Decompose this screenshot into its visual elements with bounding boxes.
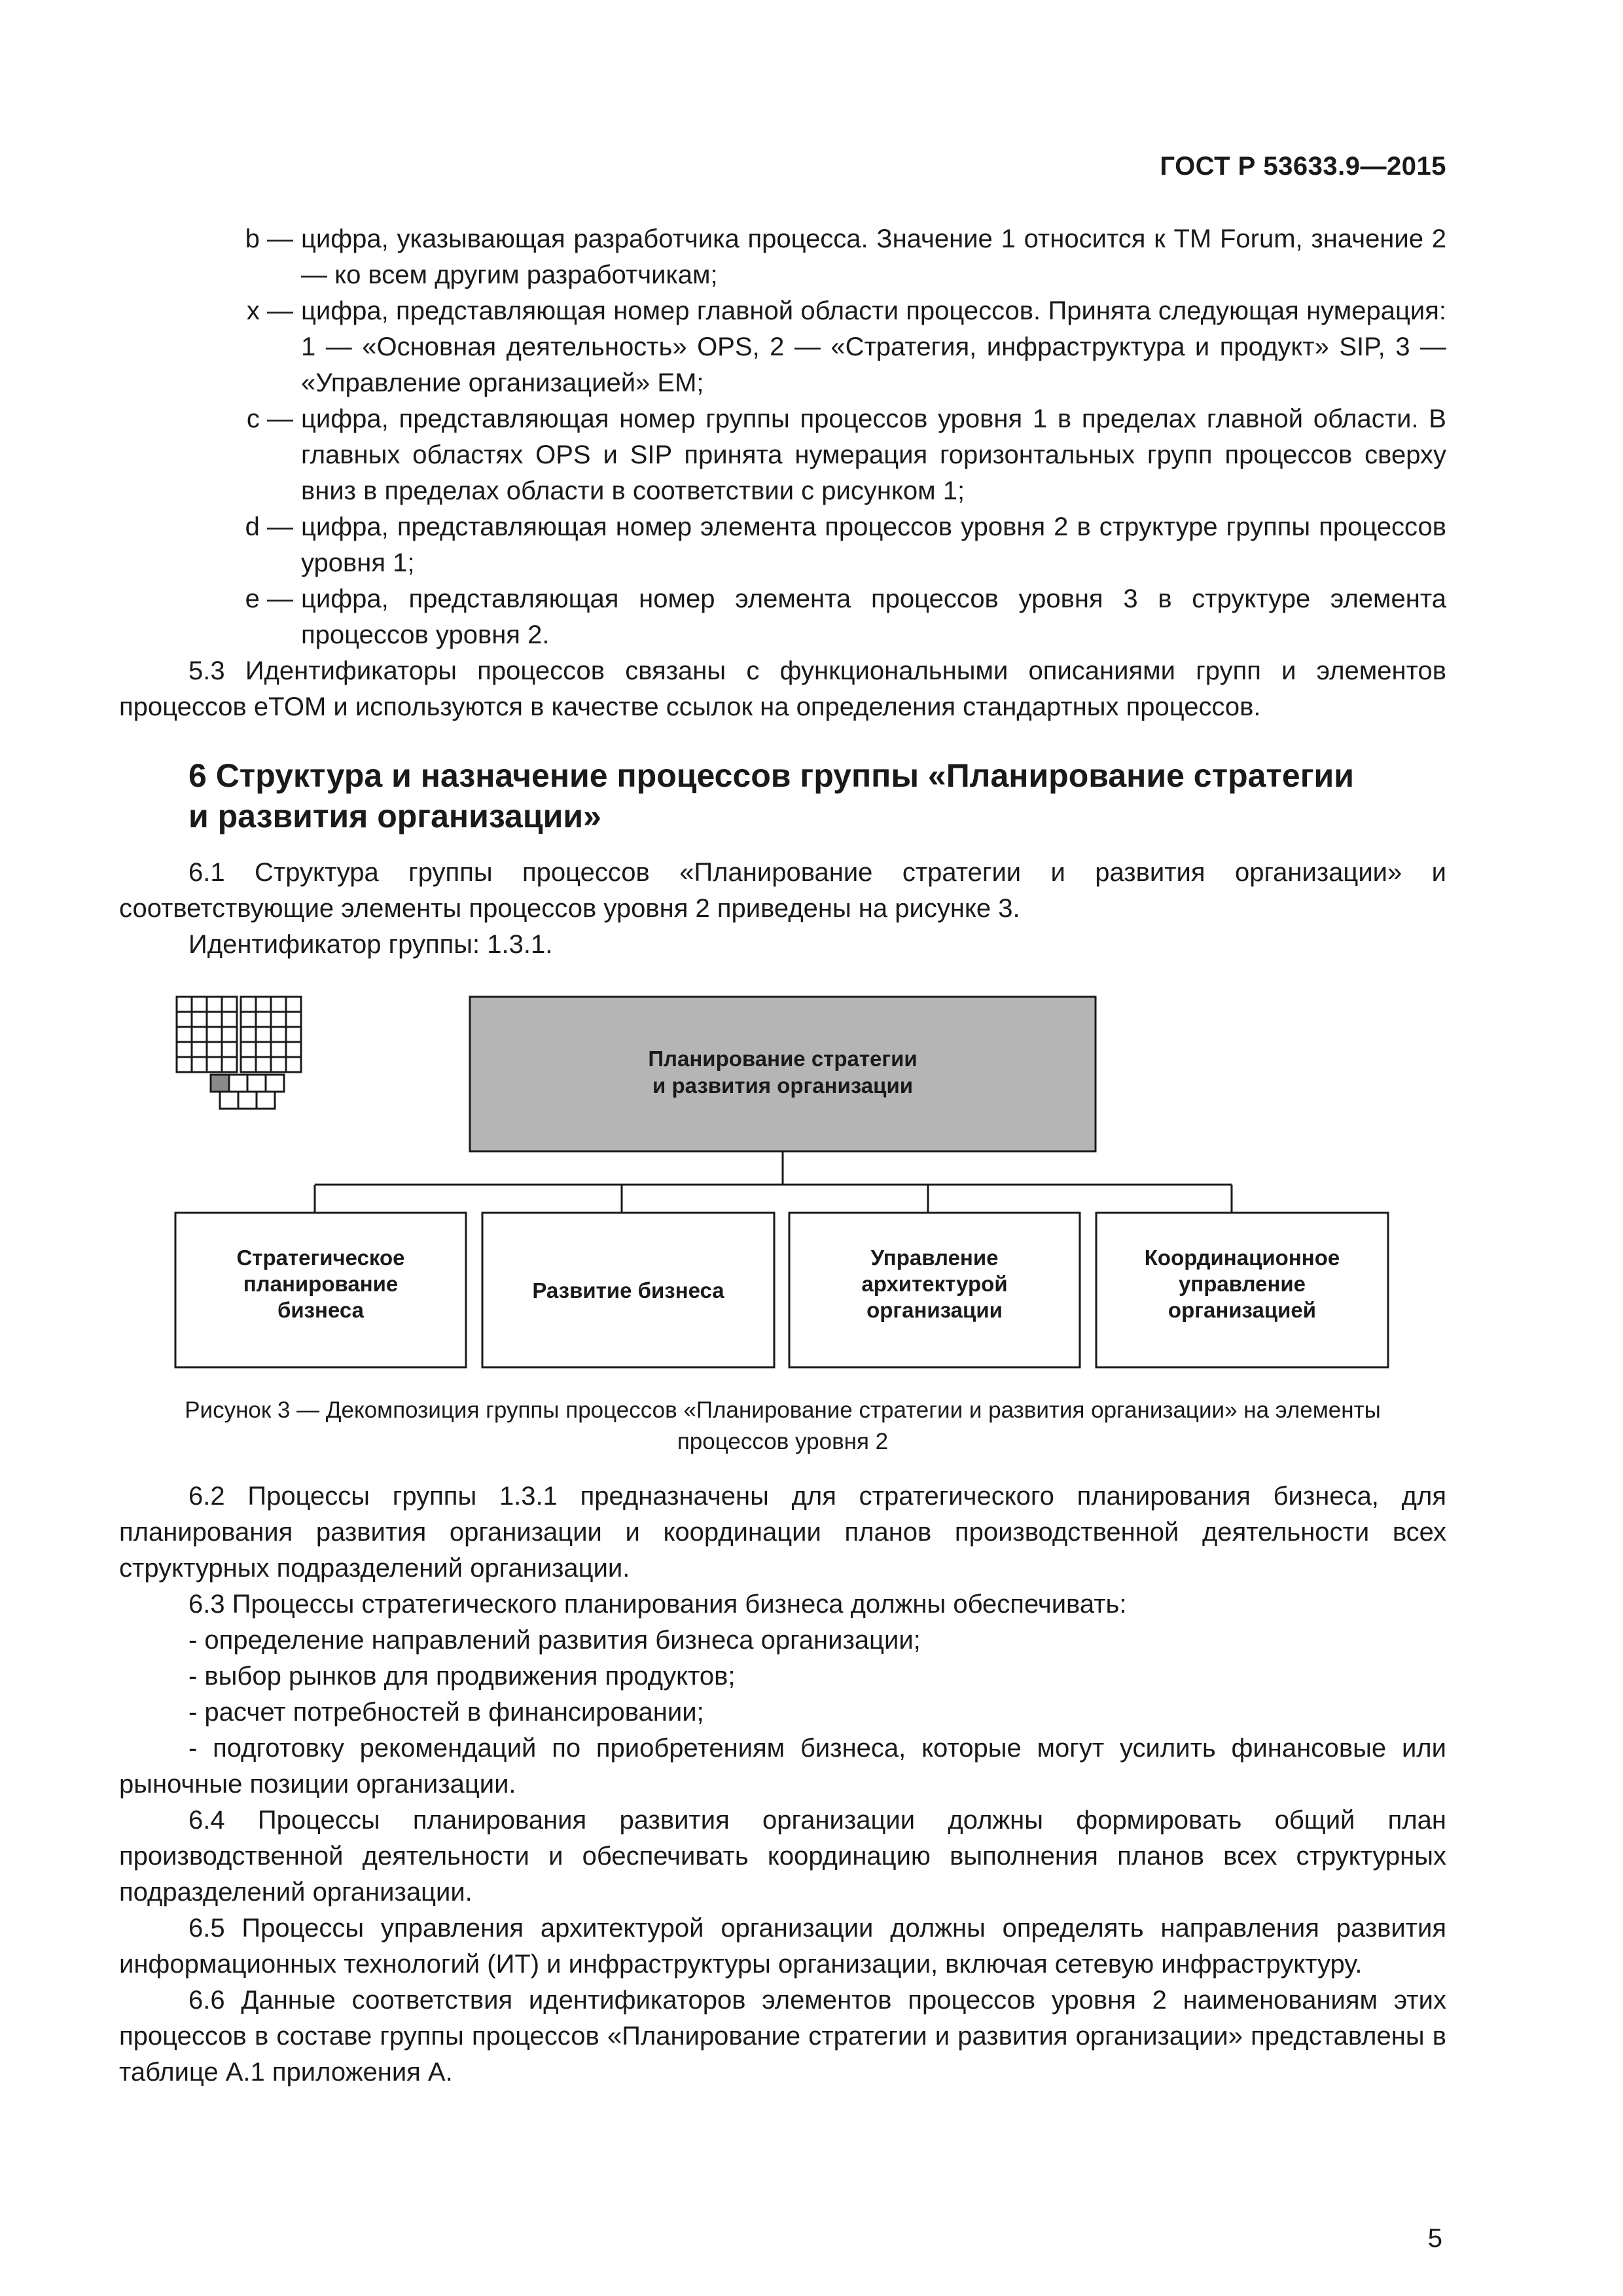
paragraph-6-1: 6.1 Структура группы процессов «Планирование стратегии и развития организации» и соответствующие элементы процессов уровня 2 приведены на рисунке 3. [119, 858, 1446, 923]
child-label-3-line1: Управление [870, 1246, 999, 1270]
section-6-title-line2: и развития организации» [188, 798, 601, 834]
definition-item [119, 221, 1446, 293]
child-label-1-line2: планирование [243, 1272, 399, 1296]
etom-em-rows [211, 1075, 284, 1109]
definition-text: цифра, указывающая разработчика процесса. Значение 1 относится к TM Forum, значение 2 — ко всем другим разработчикам; [301, 224, 1446, 289]
definition-item [119, 581, 1446, 653]
definition-text: цифра, представляющая номер элемента процессов уровня 3 в структуре элемента процессов уровня 2. [301, 584, 1446, 649]
root-process-label-line1: Планирование стратегии [648, 1047, 918, 1071]
definition-term: c — [246, 404, 293, 433]
document-code: ГОСТ Р 53633.9—2015 [1160, 152, 1446, 181]
paragraph-6-4: 6.4 Процессы планирования развития организации должны формировать общий план производственной деятельности и обеспечивать координацию выполнения планов всех структурных подразделений организации. [119, 1806, 1446, 1907]
group-identifier: Идентификатор группы: 1.3.1. [188, 930, 553, 959]
root-process-label-line2: и развития организации [652, 1073, 914, 1098]
child-label-3-line3: организации [866, 1298, 1003, 1322]
child-label-4-line3: организацией [1168, 1298, 1317, 1322]
definition-list [119, 221, 1446, 653]
definition-text: цифра, представляющая номер главной области процессов. Принята следующая нумерация: 1 — «Основная деятельность» OPS, 2 — «Стратегия, инфраструктура и продукт» SIP, 3 — «Управление организацией» EM; [301, 296, 1446, 397]
page-number: 5 [1427, 2224, 1442, 2253]
connector-lines [315, 1151, 1232, 1213]
child-label-4-line2: управление [1178, 1272, 1306, 1296]
definition-term: d — [245, 512, 293, 541]
definition-term: x — [246, 296, 293, 325]
definition-item [119, 509, 1446, 581]
paragraph-5-3: 5.3 Идентификаторы процессов связаны с функциональными описаниями групп и элементов процессов eTOM и используются в качестве ссылок на определения стандартных процессов. [119, 656, 1446, 721]
definition-text: цифра, представляющая номер группы процессов уровня 1 в пределах главной области. В главных областях OPS и SIP принята нумерация горизонтальных групп процессов сверху вниз в пределах области в соответствии с рисунком 1; [301, 404, 1446, 505]
caption-line2: процессов уровня 2 [677, 1429, 889, 1454]
etom-grid-left [177, 997, 237, 1072]
child-label-3-line2: архитектурой [861, 1272, 1008, 1296]
section-6-heading [119, 755, 1446, 836]
etom-map-icon [177, 997, 301, 1109]
figure-3 [119, 990, 1446, 1383]
paragraph-6-3: 6.3 Процессы стратегического планирования бизнеса должны обеспечивать: [188, 1590, 1127, 1619]
paragraph-6-6: 6.6 Данные соответствия идентификаторов элементов процессов уровня 2 наименованиям этих процессов в составе группы процессов «Планирование стратегии и развития организации» представлены в таблице А.1 приложения А. [119, 1986, 1446, 2087]
definition-item [119, 401, 1446, 509]
paragraph-6-2: 6.2 Процессы группы 1.3.1 предназначены для стратегического планирования бизнеса, для планирования развития организации и координации планов производственной деятельности всех структурных подразделений организации. [119, 1482, 1446, 1583]
figure-3-caption [119, 1395, 1446, 1458]
child-label-1-line3: бизнеса [277, 1298, 365, 1322]
paragraph-6-5: 6.5 Процессы управления архитектурой организации должны определять направления развития информационных технологий (ИТ) и инфраструктуры организации, включая сетевую инфраструктуру. [119, 1914, 1446, 1979]
list-item: - расчет потребностей в финансировании; [188, 1698, 704, 1727]
child-label-4-line1: Координационное [1144, 1246, 1340, 1270]
definition-text: цифра, представляющая номер элемента процессов уровня 2 в структуре группы процессов уровня 1; [301, 512, 1446, 577]
definition-item [119, 293, 1446, 401]
definition-term: e — [245, 584, 293, 613]
section-6-title-line1: 6 Структура и назначение процессов группы «Планирование стратегии [188, 757, 1355, 794]
child-label-1-line1: Стратегическое [236, 1246, 405, 1270]
decomposition-diagram [119, 990, 1446, 1383]
caption-line1: Рисунок 3 — Декомпозиция группы процессов «Планирование стратегии и развития организации» на элементы [185, 1397, 1381, 1423]
page-content [119, 221, 1446, 2090]
list-item: - подготовку рекомендаций по приобретениям бизнеса, которые могут усилить финансовые или рыночные позиции организации. [119, 1734, 1446, 1799]
list-item: - определение направлений развития бизнеса организации; [188, 1626, 921, 1655]
list-item: - выбор рынков для продвижения продуктов; [188, 1662, 736, 1691]
definition-term: b — [245, 224, 293, 253]
etom-grid-right [241, 997, 301, 1072]
child-label-2-line1: Развитие бизнеса [532, 1278, 724, 1302]
